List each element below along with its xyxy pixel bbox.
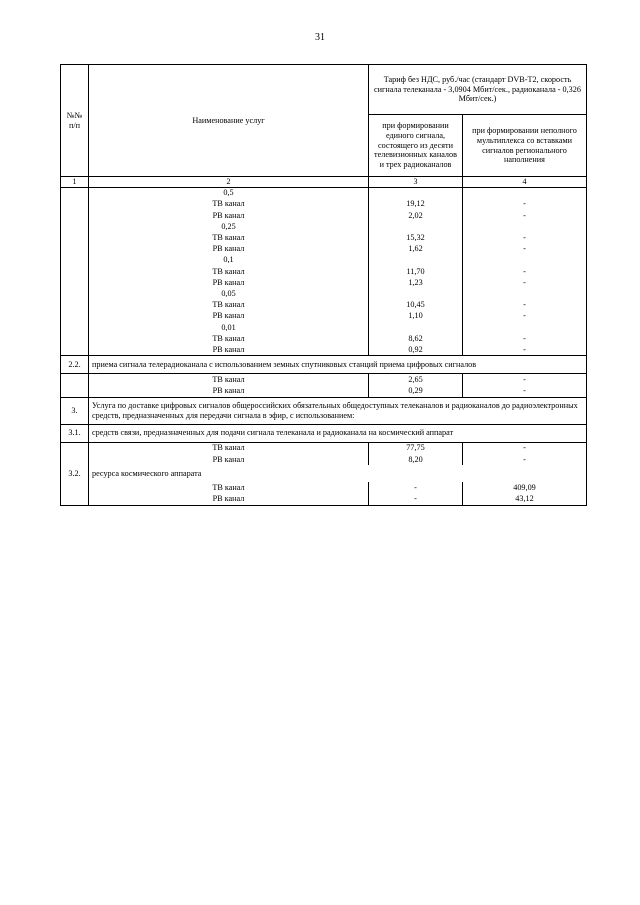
- table-row-v4: [463, 255, 587, 266]
- header-tariff: Тариф без НДС, руб./час (стандарт DVB-T2, скорость сигнала телеканала - 3,0904 Мбит/сек., радиоканала - 0,326 Мбит/сек.): [369, 65, 587, 115]
- table-row-v3: [369, 255, 463, 266]
- table-row-v4: -: [463, 299, 587, 310]
- table-row-name: РВ канал: [89, 454, 369, 465]
- section-number: 3.: [61, 397, 89, 424]
- table-row-name: РВ канал: [89, 244, 369, 255]
- table-row-name: РВ канал: [89, 493, 369, 505]
- header-col4: при формировании неполного мультиплекса со вставками сигналов регионального наполнения: [463, 115, 587, 177]
- table-row-name: ТВ канал: [89, 374, 369, 386]
- header-col-name: Наименование услуг: [89, 65, 369, 177]
- col-number-3: 3: [369, 177, 463, 188]
- table-row-v4: -: [463, 454, 587, 465]
- table-row-name: 0,5: [89, 187, 369, 199]
- table-row-v4: [463, 187, 587, 199]
- table-row-v4: [463, 322, 587, 333]
- table-row-name: ТВ канал: [89, 299, 369, 310]
- table-row-name: 0,01: [89, 322, 369, 333]
- table-row-v4: [463, 221, 587, 232]
- table-row-v4: -: [463, 210, 587, 221]
- table-row-v4: -: [463, 442, 587, 454]
- table-row-v3: 2,65: [369, 374, 463, 386]
- section-number: 2.2.: [61, 356, 89, 374]
- table-row-v4: -: [463, 311, 587, 322]
- table-row-v4: -: [463, 266, 587, 277]
- header-col3: при формировании единого сигнала, состоящего из десяти телевизионных каналов и трех радиоканалов: [369, 115, 463, 177]
- table-row-v4: -: [463, 244, 587, 255]
- table-row-v3: 19,12: [369, 199, 463, 210]
- table-row-v3: 8,62: [369, 333, 463, 344]
- table-row-v4: -: [463, 333, 587, 344]
- table-row-v3: 10,45: [369, 299, 463, 310]
- table-row-v3: 11,70: [369, 266, 463, 277]
- section-title: Услуга по доставке цифровых сигналов общероссийских обязательных общедоступных телеканалов и радиоканалов до радиоэлектронных средств, предназначенных для передачи сигнала в эфир, с использованием:: [89, 397, 587, 424]
- table-row-v3: 1,10: [369, 311, 463, 322]
- table-row-name: РВ канал: [89, 277, 369, 288]
- col-number-2: 2: [89, 177, 369, 188]
- header-col-num: №№ п/п: [61, 65, 89, 177]
- table-row-v3: 1,62: [369, 244, 463, 255]
- table-row-v4: -: [463, 344, 587, 356]
- table-row-v4: -: [463, 199, 587, 210]
- table-row-name: РВ канал: [89, 311, 369, 322]
- table-row-name: 0,1: [89, 255, 369, 266]
- table-row-name: РВ канал: [89, 386, 369, 398]
- table-row-v3: [369, 221, 463, 232]
- table-row-v3: 2,02: [369, 210, 463, 221]
- page-number: 31: [315, 32, 325, 43]
- section-number: 3.1.: [61, 424, 89, 442]
- table-row-v4: -: [463, 232, 587, 243]
- table-row-v3: [369, 288, 463, 299]
- table-row-v3: -: [369, 493, 463, 505]
- table-row-v3: [369, 322, 463, 333]
- table-row-v3: 77,75: [369, 442, 463, 454]
- table-row-name: ТВ канал: [89, 333, 369, 344]
- table-row-v4: -: [463, 386, 587, 398]
- table-row-name: ТВ канал: [89, 199, 369, 210]
- table-row-name: ТВ канал: [89, 442, 369, 454]
- table-row-v3: 8,20: [369, 454, 463, 465]
- table-row-v4: -: [463, 374, 587, 386]
- section-title: приема сигнала телерадиоканала с использованием земных спутниковых станций приема цифровых сигналов: [89, 356, 587, 374]
- table-row-v3: 0,92: [369, 344, 463, 356]
- tariff-table: [60, 64, 587, 506]
- table-row-v3: -: [369, 482, 463, 493]
- section-title: средств связи, предназначенных для подачи сигнала телеканала и радиоканала на космический аппарат: [89, 424, 587, 442]
- table-row-v4: 409,09: [463, 482, 587, 493]
- table-row-name: ТВ канал: [89, 266, 369, 277]
- section-title: ресурса космического аппарата: [89, 465, 587, 482]
- col-number-1: 1: [61, 177, 89, 188]
- table-row-name: 0,25: [89, 221, 369, 232]
- section-number: 3.2.: [61, 465, 89, 482]
- table-row-v3: [369, 187, 463, 199]
- table-row-name: ТВ канал: [89, 482, 369, 493]
- table-row-v4: [463, 288, 587, 299]
- table-row-v3: 0,29: [369, 386, 463, 398]
- table-row-name: РВ канал: [89, 210, 369, 221]
- table-row-name: 0,05: [89, 288, 369, 299]
- table-row-v4: 43,12: [463, 493, 587, 505]
- table-row-v3: 1,23: [369, 277, 463, 288]
- table-row-v4: -: [463, 277, 587, 288]
- table-row-name: ТВ канал: [89, 232, 369, 243]
- table-row-name: РВ канал: [89, 344, 369, 356]
- table-row-v3: 15,32: [369, 232, 463, 243]
- col-number-4: 4: [463, 177, 587, 188]
